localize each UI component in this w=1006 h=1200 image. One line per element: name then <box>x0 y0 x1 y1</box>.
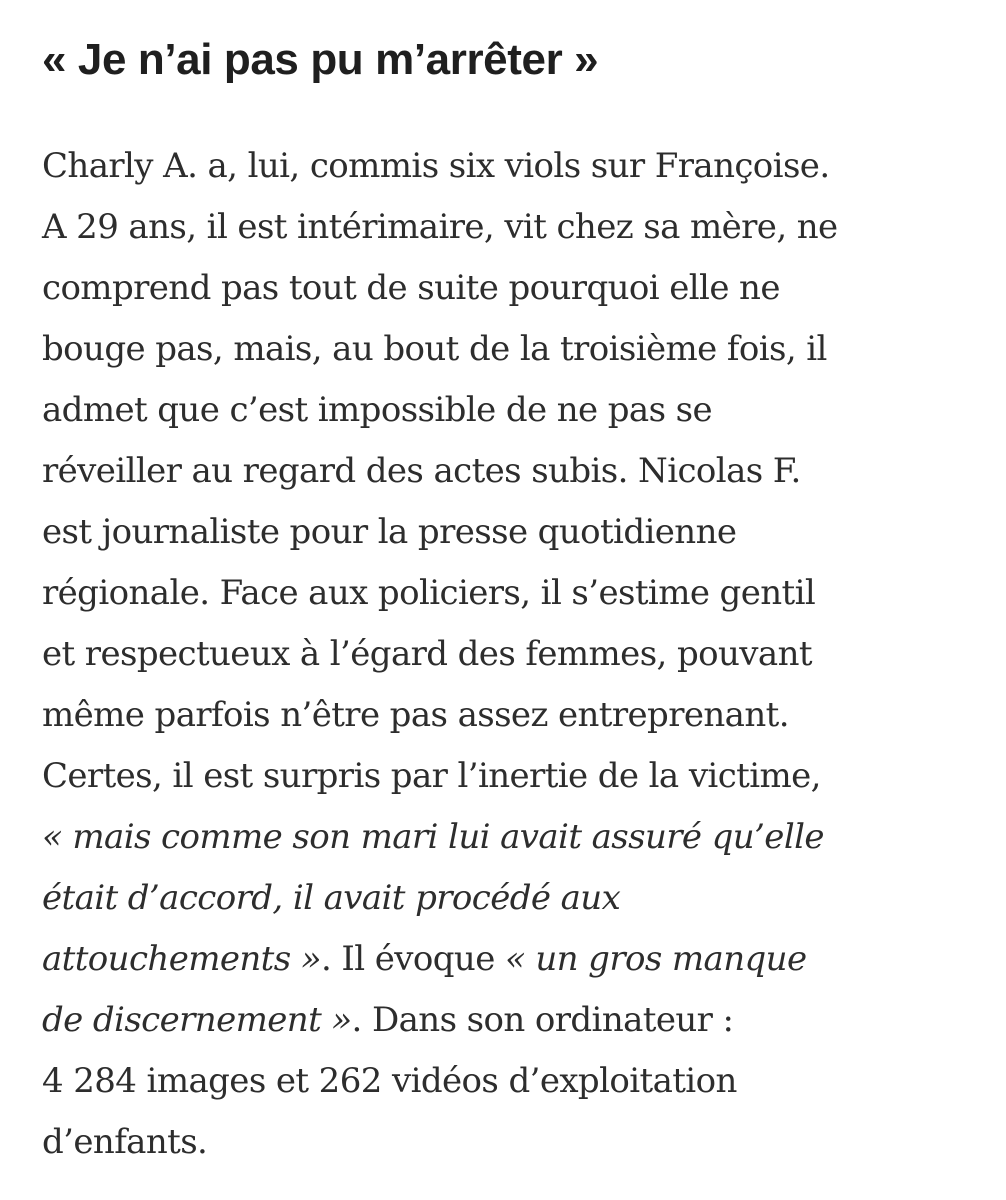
quote-line: « mais comme son mari lui avait assuré qu’elle <box>42 817 824 857</box>
paragraph-line: et respectueux à l’égard des femmes, pouvant <box>42 634 812 674</box>
paragraph-line: réveiller au regard des actes subis. Nicolas F. <box>42 451 801 491</box>
article-subheading: « Je n’ai pas pu m’arrêter » <box>42 35 599 84</box>
paragraph-line: bouge pas, mais, au bout de la troisième fois, il <box>42 329 827 369</box>
mixed-line <box>42 929 966 990</box>
article-paragraph <box>42 136 966 1173</box>
paragraph-line: Charly A. a, lui, commis six viols sur Françoise. <box>42 146 830 186</box>
paragraph-line: d’enfants. <box>42 1122 208 1162</box>
paragraph-line: régionale. Face aux policiers, il s’estime gentil <box>42 573 816 613</box>
paragraph-line: comprend pas tout de suite pourquoi elle ne <box>42 268 780 308</box>
paragraph-line: A 29 ans, il est intérimaire, vit chez sa mère, ne <box>42 207 838 247</box>
quote-fragment: de discernement » <box>42 1000 352 1040</box>
paragraph-line: Certes, il est surpris par l’inertie de la victime, <box>42 756 821 796</box>
paragraph-line: 4 284 images et 262 vidéos d’exploitation <box>42 1061 737 1101</box>
text-fragment: . Il évoque <box>321 939 505 979</box>
quote-fragment: « un gros manque <box>504 939 807 979</box>
paragraph-line: même parfois n’être pas assez entreprenant. <box>42 695 789 735</box>
paragraph-line: est journaliste pour la presse quotidienne <box>42 512 737 552</box>
text-fragment: . Dans son ordinateur : <box>351 1000 734 1040</box>
paragraph-line: admet que c’est impossible de ne pas se <box>42 390 713 430</box>
quote-line: était d’accord, il avait procédé aux <box>42 878 621 918</box>
quote-fragment: attouchements » <box>42 939 322 979</box>
mixed-line <box>42 990 966 1051</box>
